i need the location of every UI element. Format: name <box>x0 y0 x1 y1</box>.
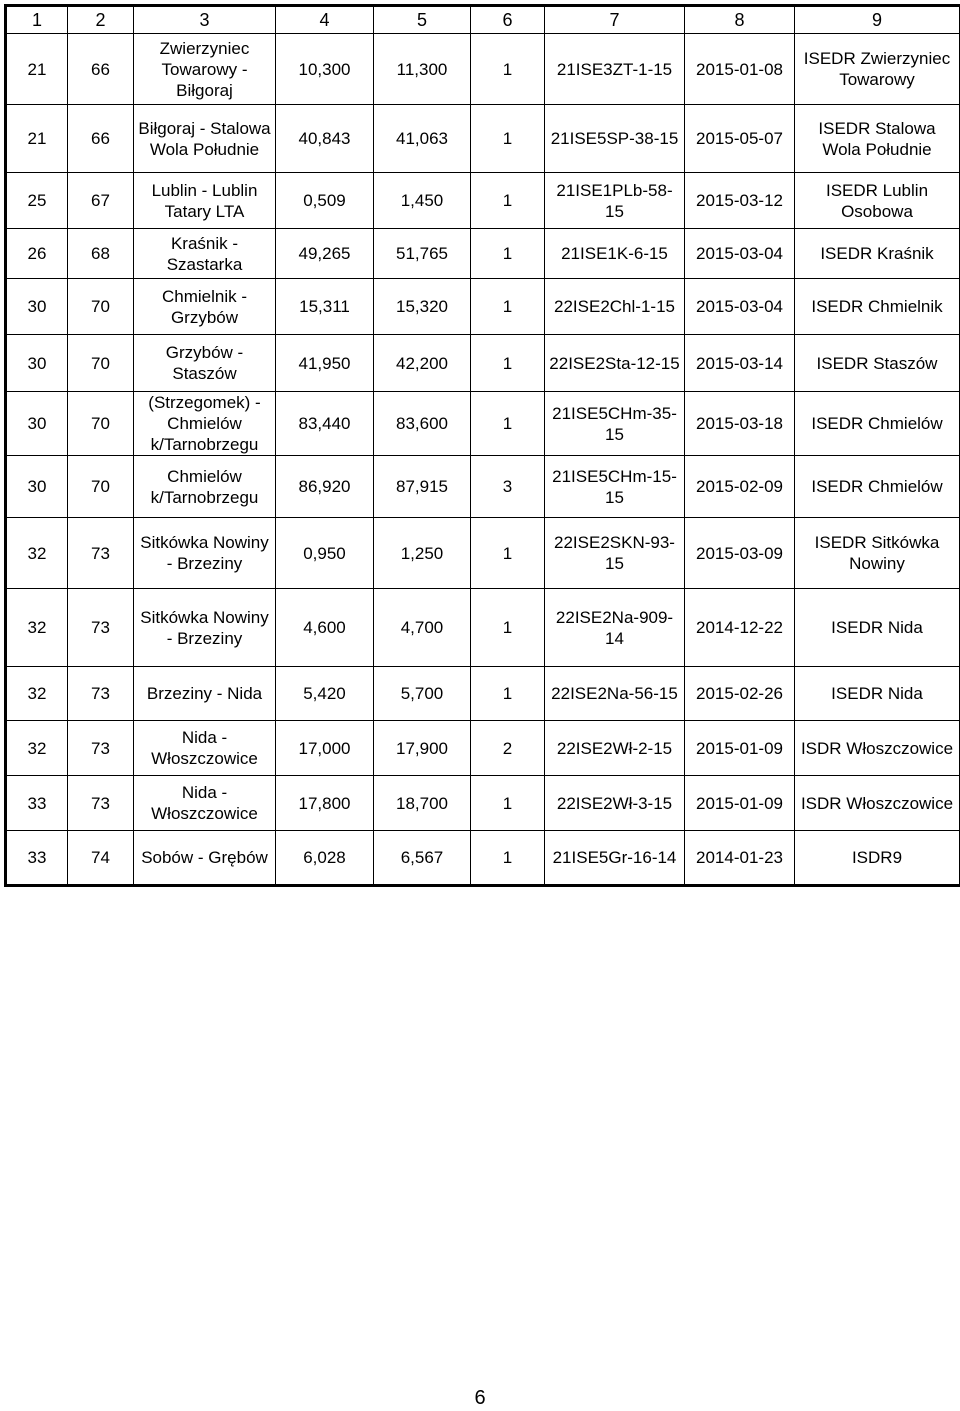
km-col-b-cell: 73 <box>68 589 134 667</box>
page-number: 6 <box>474 1387 486 1409</box>
date-cell: 2015-01-09 <box>685 776 795 831</box>
km-to-cell: 87,915 <box>374 456 471 518</box>
count-cell: 1 <box>471 518 545 589</box>
section-name-cell: Brzeziny - Nida <box>134 667 276 721</box>
km-col-b-cell: 70 <box>68 279 134 335</box>
section-name-cell: Nida - Włoszczowice <box>134 776 276 831</box>
count-cell: 1 <box>471 105 545 173</box>
section-name-cell: Chmielów k/Tarnobrzegu <box>134 456 276 518</box>
km-col-b-cell: 70 <box>68 392 134 456</box>
header-cell: 8 <box>685 6 795 34</box>
table-row <box>6 518 960 589</box>
header-cell: 7 <box>545 6 685 34</box>
header-cell: 6 <box>471 6 545 34</box>
table-row <box>6 34 960 105</box>
unit-name-cell: ISEDR Zwierzyniec Towarowy <box>795 34 960 105</box>
km-from-cell: 10,300 <box>276 34 374 105</box>
count-cell: 2 <box>471 721 545 776</box>
km-col-a-cell: 26 <box>6 229 68 279</box>
unit-name-cell: ISDR Włoszczowice <box>795 776 960 831</box>
header-cell: 5 <box>374 6 471 34</box>
km-to-cell: 17,900 <box>374 721 471 776</box>
km-to-cell: 83,600 <box>374 392 471 456</box>
document-number-cell: 21ISE1PLb-58-15 <box>545 173 685 229</box>
table-row <box>6 105 960 173</box>
km-to-cell: 15,320 <box>374 279 471 335</box>
document-number-cell: 22ISE2Na-56-15 <box>545 667 685 721</box>
km-col-b-cell: 67 <box>68 173 134 229</box>
date-cell: 2015-03-14 <box>685 335 795 392</box>
unit-name-cell: ISEDR Staszów <box>795 335 960 392</box>
km-col-b-cell: 70 <box>68 456 134 518</box>
km-col-a-cell: 30 <box>6 335 68 392</box>
km-from-cell: 17,000 <box>276 721 374 776</box>
date-cell: 2015-03-12 <box>685 173 795 229</box>
date-cell: 2015-03-04 <box>685 279 795 335</box>
document-number-cell: 21ISE5Gr-16-14 <box>545 831 685 886</box>
document-number-cell: 22ISE2Sta-12-15 <box>545 335 685 392</box>
count-cell: 1 <box>471 34 545 105</box>
km-col-b-cell: 66 <box>68 34 134 105</box>
km-from-cell: 83,440 <box>276 392 374 456</box>
km-col-b-cell: 73 <box>68 518 134 589</box>
table-row <box>6 721 960 776</box>
km-to-cell: 42,200 <box>374 335 471 392</box>
header-cell: 1 <box>6 6 68 34</box>
section-name-cell: (Strzegomek) - Chmielów k/Tarnobrzegu <box>134 392 276 456</box>
km-to-cell: 1,450 <box>374 173 471 229</box>
unit-name-cell: ISEDR Chmielów <box>795 392 960 456</box>
section-name-cell: Biłgoraj - Stalowa Wola Południe <box>134 105 276 173</box>
document-number-cell: 22ISE2Na-909-14 <box>545 589 685 667</box>
km-to-cell: 1,250 <box>374 518 471 589</box>
km-col-b-cell: 74 <box>68 831 134 886</box>
count-cell: 1 <box>471 335 545 392</box>
section-name-cell: Sitkówka Nowiny - Brzeziny <box>134 518 276 589</box>
km-to-cell: 11,300 <box>374 34 471 105</box>
date-cell: 2014-12-22 <box>685 589 795 667</box>
section-name-cell: Nida - Włoszczowice <box>134 721 276 776</box>
count-cell: 1 <box>471 392 545 456</box>
km-col-a-cell: 30 <box>6 456 68 518</box>
document-number-cell: 22ISE2Wł-2-15 <box>545 721 685 776</box>
unit-name-cell: ISDR9 <box>795 831 960 886</box>
unit-name-cell: ISEDR Nida <box>795 667 960 721</box>
date-cell: 2015-02-26 <box>685 667 795 721</box>
date-cell: 2015-02-09 <box>685 456 795 518</box>
table-row <box>6 335 960 392</box>
km-to-cell: 4,700 <box>374 589 471 667</box>
table-row <box>6 279 960 335</box>
km-col-a-cell: 32 <box>6 721 68 776</box>
km-from-cell: 5,420 <box>276 667 374 721</box>
document-number-cell: 21ISE1K-6-15 <box>545 229 685 279</box>
unit-name-cell: ISEDR Chmielnik <box>795 279 960 335</box>
count-cell: 1 <box>471 667 545 721</box>
document-number-cell: 21ISE3ZT-1-15 <box>545 34 685 105</box>
km-col-a-cell: 33 <box>6 831 68 886</box>
date-cell: 2015-01-08 <box>685 34 795 105</box>
document-number-cell: 21ISE5CHm-35-15 <box>545 392 685 456</box>
document-number-cell: 21ISE5CHm-15-15 <box>545 456 685 518</box>
section-name-cell: Kraśnik - Szastarka <box>134 229 276 279</box>
document-number-cell: 22ISE2Wł-3-15 <box>545 776 685 831</box>
count-cell: 1 <box>471 589 545 667</box>
date-cell: 2015-05-07 <box>685 105 795 173</box>
section-name-cell: Grzybów - Staszów <box>134 335 276 392</box>
date-cell: 2015-03-18 <box>685 392 795 456</box>
km-from-cell: 17,800 <box>276 776 374 831</box>
header-cell: 9 <box>795 6 960 34</box>
date-cell: 2014-01-23 <box>685 831 795 886</box>
table-row <box>6 831 960 886</box>
km-col-b-cell: 73 <box>68 776 134 831</box>
unit-name-cell: ISEDR Chmielów <box>795 456 960 518</box>
km-col-a-cell: 32 <box>6 667 68 721</box>
km-col-b-cell: 73 <box>68 667 134 721</box>
unit-name-cell: ISEDR Sitkówka Nowiny <box>795 518 960 589</box>
table-row <box>6 229 960 279</box>
section-name-cell: Sobów - Grębów <box>134 831 276 886</box>
unit-name-cell: ISEDR Nida <box>795 589 960 667</box>
date-cell: 2015-03-09 <box>685 518 795 589</box>
km-col-b-cell: 73 <box>68 721 134 776</box>
count-cell: 1 <box>471 776 545 831</box>
km-to-cell: 6,567 <box>374 831 471 886</box>
km-to-cell: 18,700 <box>374 776 471 831</box>
count-cell: 1 <box>471 279 545 335</box>
km-from-cell: 86,920 <box>276 456 374 518</box>
km-to-cell: 5,700 <box>374 667 471 721</box>
count-cell: 1 <box>471 229 545 279</box>
km-from-cell: 15,311 <box>276 279 374 335</box>
section-name-cell: Chmielnik - Grzybów <box>134 279 276 335</box>
km-from-cell: 0,950 <box>276 518 374 589</box>
km-from-cell: 4,600 <box>276 589 374 667</box>
document-number-cell: 22ISE2SKN-93-15 <box>545 518 685 589</box>
km-col-a-cell: 30 <box>6 279 68 335</box>
header-cell: 2 <box>68 6 134 34</box>
header-cell: 3 <box>134 6 276 34</box>
km-from-cell: 41,950 <box>276 335 374 392</box>
count-cell: 3 <box>471 456 545 518</box>
document-number-cell: 22ISE2Chl-1-15 <box>545 279 685 335</box>
count-cell: 1 <box>471 831 545 886</box>
table-row <box>6 392 960 456</box>
unit-name-cell: ISEDR Lublin Osobowa <box>795 173 960 229</box>
table-row <box>6 173 960 229</box>
table-row <box>6 667 960 721</box>
km-col-a-cell: 32 <box>6 518 68 589</box>
km-col-b-cell: 68 <box>68 229 134 279</box>
km-col-a-cell: 30 <box>6 392 68 456</box>
section-name-cell: Zwierzyniec Towarowy - Biłgoraj <box>134 34 276 105</box>
section-name-cell: Sitkówka Nowiny - Brzeziny <box>134 589 276 667</box>
unit-name-cell: ISEDR Kraśnik <box>795 229 960 279</box>
header-row <box>6 6 960 34</box>
km-col-a-cell: 25 <box>6 173 68 229</box>
date-cell: 2015-03-04 <box>685 229 795 279</box>
km-col-a-cell: 33 <box>6 776 68 831</box>
header-cell: 4 <box>276 6 374 34</box>
table-row <box>6 456 960 518</box>
data-table <box>4 4 960 887</box>
date-cell: 2015-01-09 <box>685 721 795 776</box>
km-col-a-cell: 21 <box>6 34 68 105</box>
table-row <box>6 589 960 667</box>
km-to-cell: 41,063 <box>374 105 471 173</box>
km-from-cell: 6,028 <box>276 831 374 886</box>
km-col-b-cell: 70 <box>68 335 134 392</box>
count-cell: 1 <box>471 173 545 229</box>
table-row <box>6 776 960 831</box>
document-number-cell: 21ISE5SP-38-15 <box>545 105 685 173</box>
km-col-a-cell: 21 <box>6 105 68 173</box>
section-name-cell: Lublin - Lublin Tatary LTA <box>134 173 276 229</box>
km-from-cell: 49,265 <box>276 229 374 279</box>
km-from-cell: 40,843 <box>276 105 374 173</box>
unit-name-cell: ISDR Włoszczowice <box>795 721 960 776</box>
km-to-cell: 51,765 <box>374 229 471 279</box>
km-from-cell: 0,509 <box>276 173 374 229</box>
km-col-b-cell: 66 <box>68 105 134 173</box>
unit-name-cell: ISEDR Stalowa Wola Południe <box>795 105 960 173</box>
km-col-a-cell: 32 <box>6 589 68 667</box>
